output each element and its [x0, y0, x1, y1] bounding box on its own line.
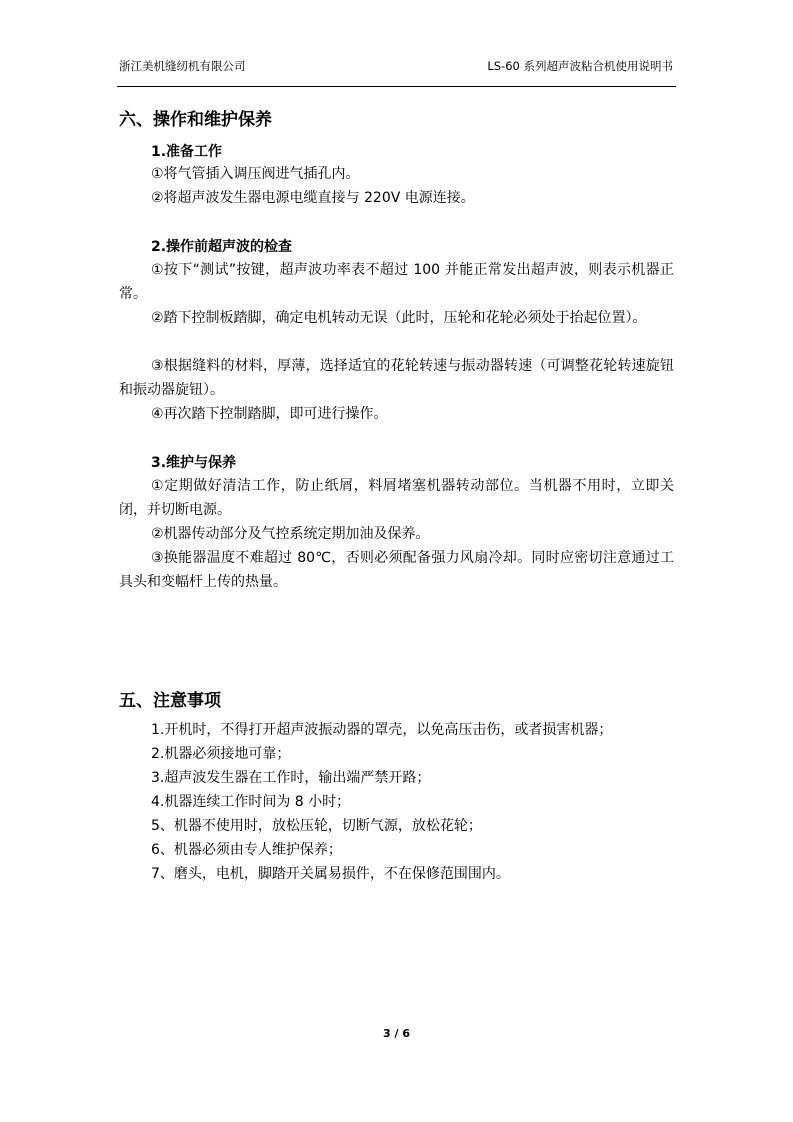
- list-item: ④再次踏下控制踏脚，即可进行操作。: [151, 406, 388, 422]
- list-item: ③换能器温度不难超过 80℃，否则必须配备强力风扇冷却。同时应密切注意通过工具头和变幅杆上传的热量。: [119, 550, 674, 590]
- page-number: 3 / 6: [383, 1027, 410, 1040]
- document-title: LS-60 系列超声波粘合机使用说明书: [487, 59, 673, 73]
- list-item: 2.机器必须接地可靠；: [151, 746, 291, 762]
- list-item: 1.开机时，不得打开超声波振动器的罩壳，以免高压击伤，或者损害机器；: [151, 722, 613, 738]
- subsection-precheck-title: 2.操作前超声波的检查: [151, 239, 293, 255]
- section-6-title: 六、操作和维护保养: [119, 110, 272, 130]
- section-5-title: 五、注意事项: [119, 691, 221, 711]
- list-item: ②机器传动部分及气控系统定期加油及保养。: [151, 526, 430, 542]
- list-item: ②将超声波发生器电源电缆直接与 220V 电源连接。: [151, 190, 475, 206]
- list-item: ①定期做好清洁工作，防止纸屑，料屑堵塞机器转动部位。当机器不用时，立即关闭，并切断电源。: [119, 478, 674, 518]
- list-item: ①按下“测试”按键，超声波功率表不超过 100 并能正常发出超声波，则表示机器正常。: [119, 262, 674, 302]
- list-item: 4.机器连续工作时间为 8 小时；: [151, 794, 351, 810]
- subsection-preparation-title: 1.准备工作: [151, 144, 223, 160]
- subsection-maintenance-title: 3.维护与保养: [151, 455, 237, 471]
- header-divider: [117, 86, 676, 87]
- list-item: 6、机器必须由专人维护保养；: [151, 842, 342, 858]
- company-name: 浙江美机缝纫机有限公司: [119, 59, 246, 73]
- list-item: 3.超声波发生器在工作时，输出端严禁开路；: [151, 770, 431, 786]
- list-item: ①将气管插入调压阀进气插孔内。: [151, 166, 360, 182]
- list-item: ③根据缝料的材料，厚薄，选择适宜的花轮转速与振动器转速（可调整花轮转速旋钮和振动器旋钮）。: [119, 358, 674, 398]
- list-item: 5、机器不使用时，放松压轮，切断气源，放松花轮；: [151, 818, 482, 834]
- list-item: ②踏下控制板踏脚，确定电机转动无误（此时，压轮和花轮必须处于抬起位置）。: [151, 310, 647, 326]
- list-item: 7、磨头，电机，脚踏开关属易损件，不在保修范围围内。: [151, 866, 510, 882]
